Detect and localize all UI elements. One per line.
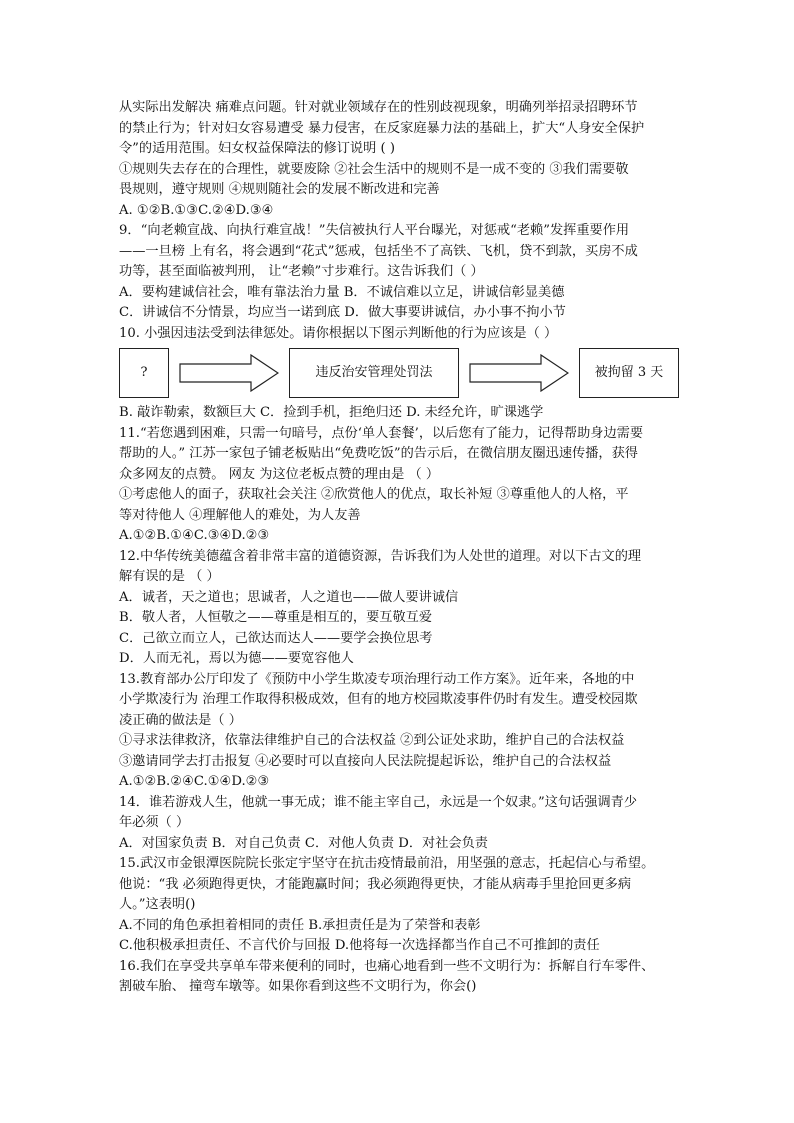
text-line: ——一旦榜 上有名，将会遇到“花式”惩戒，包括坐不了高铁、飞机，贷不到款，买房不成 [119,243,638,259]
question-13: 13.教育部办公厅印发了《预防中小学生欺凌专项治理行动工作方案》。近年来，各地的中 [119,671,635,687]
text-line: 小学欺凌行为 治理工作取得积极成效，但有的地方校园欺凌事件仍时有发生。遭受校园欺 [119,692,638,707]
text-line: 解有误的是 （ ） [119,569,220,584]
text-line: 畏规则，遵守规则 ④规则随社会的发展不断改进和完善 [119,182,440,197]
answer-options: A. ①②B.①③C.②④D.③④ [119,202,274,218]
answer-option: D．人而无礼，焉以为德——要宽容他人 [119,651,354,666]
text-line: 功等，甚至面临被判刑， 让“老赖”寸步难行。这告诉我们（ ） [119,264,484,279]
text-line: ①规则失去存在的合理性，就要废除 ②社会生活中的规则不是一成不变的 ③我们需要敬 [119,161,629,177]
text-line: 的禁止行为；针对妇女容易遭受 暴力侵害，在反家庭暴力法的基础上，扩大“人身安全保护 [119,120,645,136]
text-line: ③邀请同学去打击报复 ④必要时可以直接向人民法院提起诉讼，维护自己的合法权益 [119,753,612,769]
question-12: 12.中华传统美德蕴含着非常丰富的道德资源，告诉我们为人处世的道理。对以下古文的理 [119,548,642,564]
exam-page [119,98,679,998]
arrow-right-icon [469,354,569,392]
flow-box-result: 被拘留 3 天 [579,348,679,398]
text-line: 割破车胎、 撞弯车墩等。如果你看到这些不文明行为，你会() [119,979,477,994]
text-line: 等对待他人 ④理解他人的难处，为人友善 [119,507,361,523]
answer-options: A.不同的角色承担着相同的责任 B.承担责任是为了荣誉和表彰 [119,917,481,933]
text-line: 帮助的人。” 江苏一家包子铺老板贴出“免费吃饭”的告示后，在微信朋友圈迅速传播，获得 [119,446,638,461]
answer-option: A．诚者，天之道也；思诚者，人之道也——做人要讲诚信 [119,589,459,605]
text-line: 令”的适用范围。妇女权益保障法的修订说明 ( ) [119,141,395,156]
text-line: 年必须（ ） [119,815,190,830]
text-line: 众多网友的点赞。 网友 为这位老板点赞的理由是 （ ） [119,466,440,482]
answer-options: C．讲诚信不分情景，均应当一诺到底 D．做大事要讲诚信，办小事不拘小节 [119,305,566,320]
text-line: 凌正确的做法是（ ） [119,712,242,728]
question-10: 10. 小强因违法受到法律惩处。请你根据以下图示判断他的行为应该是（ ） [119,325,558,341]
question-11: 11.“若您遇到困难，只需一句暗号，点份‘单人套餐’，以后您有了能力，记得帮助身边需要 [119,425,644,441]
arrow-right-icon [179,354,279,392]
answer-options: A．要构建诚信社会，唯有靠法治力量 B．不诚信难以立足，讲诚信彰显美德 [119,284,565,300]
flow-box-question: ? [119,348,169,398]
text-line: ①考虑他人的面子，获取社会关注 ②欣赏他人的优点，取长补短 ③尊重他人的人格，平 [119,487,629,502]
answer-options: A.①②B.②④C.①④D.②③ [119,774,270,789]
answer-options: B. 敲诈勒索，数额巨大 C．捡到手机，拒绝归还 D. 未经允许，旷课逃学 [119,405,544,420]
text-line: 人。”这表明() [119,897,196,912]
text-line: 从实际出发解决 痛难点问题。针对就业领域存在的性别歧视现象，明确列举招录招聘环节 [119,100,638,115]
flow-box-law: 违反治安管理处罚法 [289,348,459,398]
text-line: ①寻求法律救济，依靠法律维护自己的合法权益 ②到公证处求助，维护自己的合法权益 [119,733,625,748]
question-9: 9．“向老赖宣战、向执行难宣战！”失信被执行人平台曝光，对惩戒“老赖”发挥重要作用 [119,223,630,238]
question-14: 14．谁若游戏人生，他就一事无成；谁不能主宰自己，永远是一个奴隶。”这句话强调青少 [119,794,638,810]
flow-diagram [119,346,679,400]
answer-options: A．对国家负责 B．对自己负责 C．对他人负责 D．对社会负责 [119,835,488,851]
answer-option: B．敬人者，人恒敬之——尊重是相互的，要互敬互爱 [119,610,433,625]
question-15: 15.武汉市金银潭医院院长张定宇坚守在抗击疫情最前沿，用坚强的意志，托起信心与希望。 [119,856,655,871]
answer-options: C.他积极承担责任、不言代价与回报 D.他将每一次选择都当作自己不可推卸的责任 [119,938,600,953]
question-16: 16.我们在享受共享单车带来便利的同时，也痛心地看到一些不文明行为：拆解自行车零件、 [119,958,655,974]
text-line: 他说：“我 必须跑得更快，才能跑赢时间；我必须跑得更快，才能从病毒手里抢回更多病 [119,876,632,892]
answer-options: A.①②B.①④C.③④D.②③ [119,528,270,543]
answer-option: C．己欲立而立人，己欲达而达人——要学会换位思考 [119,630,433,646]
